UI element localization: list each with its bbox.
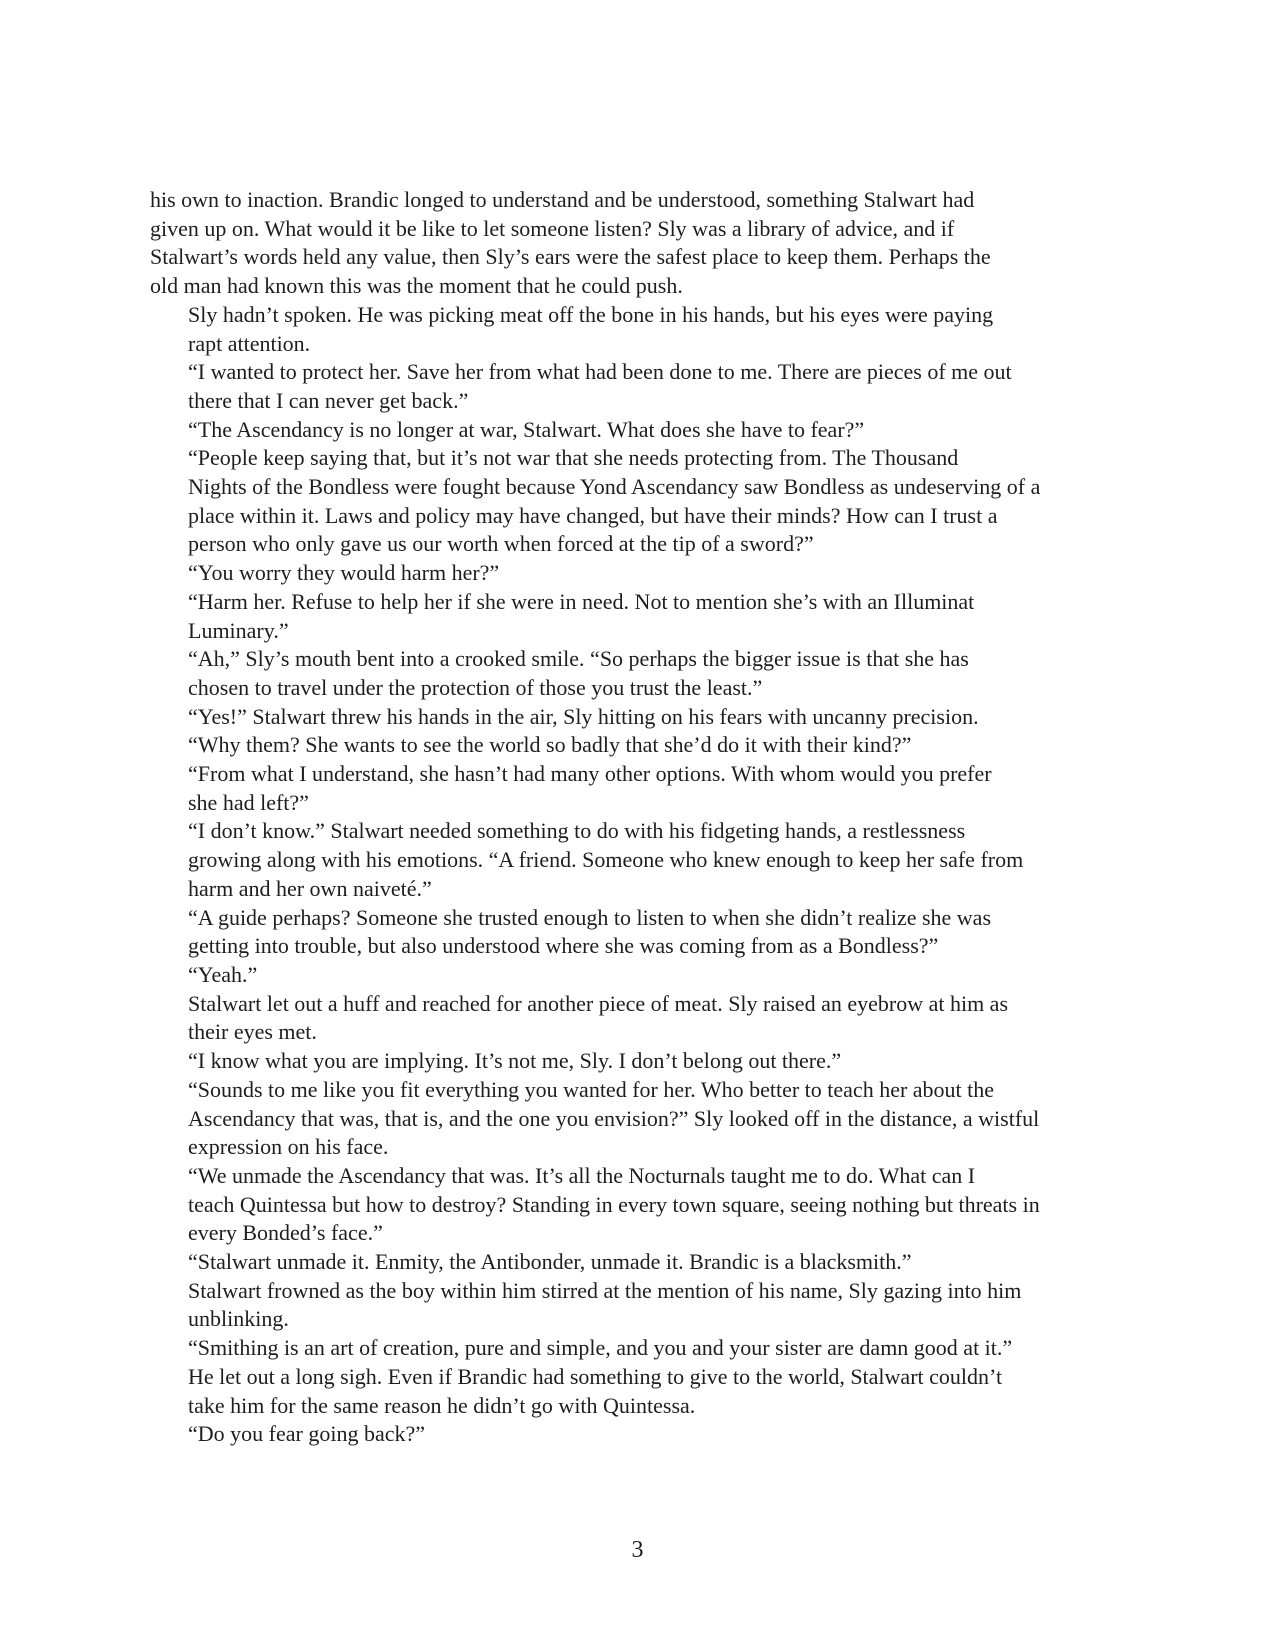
text-line: person who only gave us our worth when forced at the tip of a sword?” <box>188 531 814 557</box>
body-text <box>150 186 1130 1449</box>
text-line: “Yes!” Stalwart threw his hands in the air, Sly hitting on his fears with uncanny precision. <box>188 703 979 729</box>
text-line: their eyes met. <box>188 1019 317 1045</box>
paragraph <box>150 301 1130 358</box>
text-line: Stalwart let out a huff and reached for another piece of meat. Sly raised an eyebrow at him as <box>188 990 1009 1016</box>
text-line: “Yeah.” <box>188 961 258 987</box>
text-line: “Ah,” Sly’s mouth bent into a crooked smile. “So perhaps the bigger issue is that she has <box>188 646 969 672</box>
text-line: expression on his face. <box>188 1134 389 1160</box>
text-line: old man had known this was the moment that he could push. <box>150 273 683 299</box>
paragraph <box>150 1248 1130 1277</box>
paragraph <box>150 904 1130 961</box>
text-line: getting into trouble, but also understood where she was coming from as a Bondless?” <box>188 933 939 959</box>
paragraph <box>150 760 1130 817</box>
paragraph <box>150 1047 1130 1076</box>
text-line: growing along with his emotions. “A friend. Someone who knew enough to keep her safe from <box>188 847 1024 873</box>
text-line: there that I can never get back.” <box>188 387 469 413</box>
text-line: “From what I understand, she hasn’t had many other options. With whom would you prefer <box>188 761 992 787</box>
text-line: chosen to travel under the protection of those you trust the least.” <box>188 674 763 700</box>
paragraph <box>150 645 1130 702</box>
text-line: Ascendancy that was, that is, and the one you envision?” Sly looked off in the distance, a wistful <box>188 1105 1040 1131</box>
text-line: place within it. Laws and policy may have changed, but have their minds? How can I trust a <box>188 502 998 528</box>
paragraph <box>150 1420 1130 1449</box>
text-line: He let out a long sigh. Even if Brandic had something to give to the world, Stalwart couldn’t <box>188 1363 1003 1389</box>
text-line: “People keep saying that, but it’s not war that she needs protecting from. The Thousand <box>188 445 959 471</box>
paragraph <box>150 990 1130 1047</box>
text-line: harm and her own naiveté.” <box>188 875 432 901</box>
text-line: Luminary.” <box>188 617 289 643</box>
text-line: “A guide perhaps? Someone she trusted enough to listen to when she didn’t realize she was <box>188 904 992 930</box>
text-line: “Why them? She wants to see the world so badly that she’d do it with their kind?” <box>188 732 912 758</box>
text-line: she had left?” <box>188 789 309 815</box>
paragraph <box>150 1277 1130 1334</box>
text-line: “Sounds to me like you fit everything you wanted for her. Who better to teach her about the <box>188 1076 995 1102</box>
paragraph <box>150 559 1130 588</box>
paragraph <box>150 186 1130 301</box>
text-line: unblinking. <box>188 1306 289 1332</box>
paragraph <box>150 703 1130 760</box>
text-line: Stalwart’s words held any value, then Sly’s ears were the safest place to keep them. Perhaps the <box>150 244 991 270</box>
paragraph <box>150 588 1130 645</box>
text-line: every Bonded’s face.” <box>188 1220 383 1246</box>
text-line: “We unmade the Ascendancy that was. It’s all the Nocturnals taught me to do. What can I <box>188 1162 976 1188</box>
paragraph <box>150 416 1130 445</box>
text-line: “Harm her. Refuse to help her if she were in need. Not to mention she’s with an Illuminat <box>188 588 975 614</box>
text-line: teach Quintessa but how to destroy? Standing in every town square, seeing nothing but threats in <box>188 1191 1040 1217</box>
paragraph <box>150 817 1130 903</box>
text-line: “The Ascendancy is no longer at war, Stalwart. What does she have to fear?” <box>188 416 865 442</box>
paragraph <box>150 358 1130 415</box>
paragraph <box>150 1334 1130 1363</box>
page-number: 3 <box>631 1537 644 1563</box>
text-line: his own to inaction. Brandic longed to understand and be understood, something Stalwart had <box>150 187 975 212</box>
paragraph <box>150 444 1130 559</box>
paragraph <box>150 961 1130 990</box>
text-line: Nights of the Bondless were fought because Yond Ascendancy saw Bondless as undeserving of a <box>188 474 1041 500</box>
text-line: Sly hadn’t spoken. He was picking meat off the bone in his hands, but his eyes were paying <box>188 301 994 327</box>
paragraph <box>150 1363 1130 1420</box>
text-line: “Do you fear going back?” <box>188 1421 426 1447</box>
text-line: “Stalwart unmade it. Enmity, the Antibonder, unmade it. Brandic is a blacksmith.” <box>188 1249 912 1275</box>
text-line: take him for the same reason he didn’t go with Quintessa. <box>188 1392 696 1418</box>
text-line: “Smithing is an art of creation, pure and simple, and you and your sister are damn good at it.” <box>188 1335 1013 1361</box>
text-line: Stalwart frowned as the boy within him stirred at the mention of his name, Sly gazing into him <box>188 1277 1022 1303</box>
text-line: rapt attention. <box>188 330 311 356</box>
text-line: “I don’t know.” Stalwart needed something to do with his fidgeting hands, a restlessness <box>188 818 966 844</box>
paragraph <box>150 1076 1130 1162</box>
text-line: “You worry they would harm her?” <box>188 560 500 586</box>
text-line: “I wanted to protect her. Save her from what had been done to me. There are pieces of me out <box>188 359 1012 385</box>
text-line: “I know what you are implying. It’s not me, Sly. I don’t belong out there.” <box>188 1048 842 1074</box>
paragraph <box>150 1162 1130 1248</box>
text-line: given up on. What would it be like to let someone listen? Sly was a library of advice, and if <box>150 215 955 241</box>
